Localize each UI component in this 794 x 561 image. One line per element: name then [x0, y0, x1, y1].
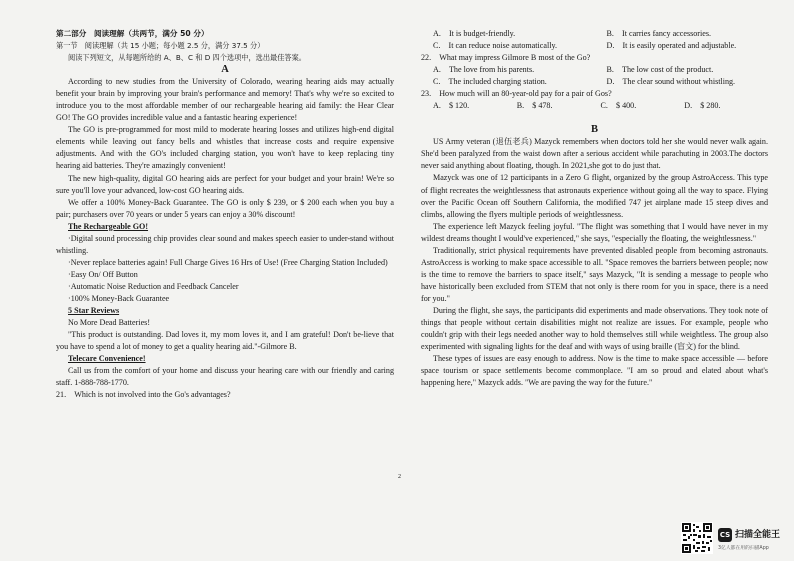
passage-b-paragraph: These types of issues are easy enough to address. Now is the time to make space accessible — before space tourism or space settlements become commonplace. "I am so proud and elated about what's happening here," Mazyck adds. "We are paving the way for the future.": [421, 354, 768, 388]
cs-logo-icon: CS: [718, 528, 732, 542]
passage-b-letter: B: [590, 124, 598, 136]
passage-a-paragraph: The new high-quality, digital GO hearing aids are perfect for your budget and your brain! We're so sure you'll love your advanced, low-cost GO hearing aids.: [56, 173, 394, 195]
rechargeable-heading: The Rechargeable GO!: [68, 221, 149, 231]
feature-bullet: ·100% Money-Back Guarantee: [68, 293, 170, 303]
qr-code-icon: [681, 522, 713, 554]
q22-option-a[interactable]: A. The love from his parents.: [433, 65, 535, 75]
q21-option-a[interactable]: A. It is budget-friendly.: [433, 29, 516, 38]
left-column: [56, 28, 394, 401]
feature-bullet: ·Automatic Noise Reduction and Feedback Canceler: [68, 281, 239, 291]
scanner-tagline: 3亿人都在用的扫描App: [718, 546, 769, 551]
section-title: 第二部分 阅读理解（共两节，满分 50 分）: [56, 29, 209, 38]
question-23-stem: 23. How much will an 80-year-old pay for a pair of Gos?: [421, 89, 612, 99]
passage-a-paragraph: We offer a 100% Money-Back Guarantee. The GO is only $ 239, or $ 200 each when you buy a pair; purchasers over 70 years or under 5 years can enjoy a 30% discount!: [56, 197, 394, 219]
telecare-text: Call us from the comfort of your home and discuss your hearing care with our friendly and caring staff. 1-888-788-1770.: [56, 366, 394, 388]
q22-options-row: [421, 76, 768, 88]
q23-option-a[interactable]: A. $ 120.: [433, 101, 470, 111]
feature-bullet: ·Digital sound processing chip provides clear sound and makes speech easier to under-stand without whistling.: [56, 233, 394, 255]
q22-options-row: [421, 64, 768, 76]
section-instruction: 阅读下列短文，从每题所给的 A、B、C 和 D 四个选项中，选出最佳答案。: [68, 53, 306, 63]
feature-bullet: ·Never replace batteries again! Full Charge Gives 16 Hrs of Use! (Free Charging Station Included): [68, 257, 388, 267]
review-title: No More Dead Batteries!: [68, 318, 151, 328]
review-text: "This product is outstanding. Dad loves it, my mom loves it, and I am grateful! Don't be-lieve that you have to spend a lot of money to get a quality hearing aid."-Gilmore B.: [56, 330, 394, 352]
reviews-heading: 5 Star Reviews: [68, 306, 120, 316]
passage-a-paragraph: The GO is pre-programmed for most mild to moderate hearing losses and utilizes high-end digital elements while leaving out fancy bells and whistles that increase costs and require expensive adjustments. And with the GO's included charging station, you won't have to keep replacing tiny hearing aid batteries. They're amazingly convenient!: [56, 125, 394, 171]
passage-b-paragraph: Traditionally, strict physical requirements have prevented disabled people from becoming astronauts. AstroAccess is working to make space accessible to all. "Space removes the barriers between people; now is the time to remove the barriers to space itself," says Mazyck, "It is sending a message to people who have historically been excluded from STEM that not only is there room for you in space, there is a need for you.": [421, 245, 768, 303]
q21-option-d[interactable]: D. It is easily operated and adjustable.: [606, 41, 737, 51]
feature-bullet: ·Easy On/ Off Button: [68, 269, 138, 279]
q23-option-d[interactable]: D. $ 280.: [684, 101, 721, 111]
q21-option-b[interactable]: B. It carries fancy accessories.: [606, 29, 711, 38]
right-column: [421, 28, 768, 389]
passage-a-paragraph: According to new studies from the University of Colorado, wearing hearing aids may actually benefit your brain by improving your brain's performance and memory! That's why we're so excited to introduce you to the most affordable member of our rechargeable hearing aid family: the Hear Clear GO! The GO provides incredible value and a fantastic hearing experience!: [56, 77, 394, 123]
q22-option-d[interactable]: D. The clear sound without whistling.: [606, 77, 736, 87]
passage-b-paragraph: Mazyck was one of 12 participants in a Zero G flight, organized by the group AstroAccess. This type of flight recreates the weightlessness that astronauts experience without going all the way to space. Flying over the Pacific Ocean off Southern California, the modified 747 jet airplane made 15 steep dives and climbs, allowing the flyers multiple periods of weightlessness.: [421, 173, 768, 219]
q23-option-b[interactable]: B. $ 478.: [516, 101, 553, 111]
q22-option-c[interactable]: C. The included charging station.: [433, 77, 547, 87]
scanner-watermark: [681, 522, 791, 556]
q22-option-b[interactable]: B. The low cost of the product.: [606, 65, 714, 75]
q21-options-row: [421, 40, 768, 52]
q23-options-row: [421, 100, 768, 112]
page-number: 2: [398, 474, 401, 480]
section-subtitle: 第一节 阅读理解（共 15 小题；每小题 2.5 分，满分 37.5 分）: [56, 41, 265, 51]
passage-b-paragraph: The experience left Mazyck feeling joyful. "The flight was something that I would have never in my wildest dreams thought I would've experienced," she says, "especially the floating, the weightlessness.": [421, 221, 768, 243]
q21-option-c[interactable]: C. It can reduce noise automatically.: [433, 41, 557, 51]
q23-option-c[interactable]: C. $ 400.: [600, 101, 637, 111]
q21-options-row: [421, 28, 768, 40]
scanner-brand: 扫描全能王: [735, 530, 781, 540]
passage-a-letter: A: [221, 64, 229, 76]
passage-b-paragraph: During the flight, she says, the participants did experiments and made observations. They took note of things that people without certain disabilities might not realize are issues. For example, people who couldn't grip with their legs needed another way to hold themselves still while weightless. The group also experimented with signaling lights for the deaf and with ways of using braille (盲文) for the blind.: [421, 305, 768, 352]
question-22-stem: 22. What may impress Gilmore B most of the Go?: [421, 53, 591, 63]
question-21-stem: 21. Which is not involved into the Go's advantages?: [56, 390, 231, 400]
passage-b-paragraph: US Army veteran (退伍老兵) Mazyck remembers when doctors told her she would never walk again. She'd been paralyzed from the waist down after a serious accident while parachuting in 2003.The doctors never said anything about floating, though. In 2021,she got to do just that.: [421, 137, 768, 171]
telecare-heading: Telecare Convenience!: [68, 354, 146, 364]
